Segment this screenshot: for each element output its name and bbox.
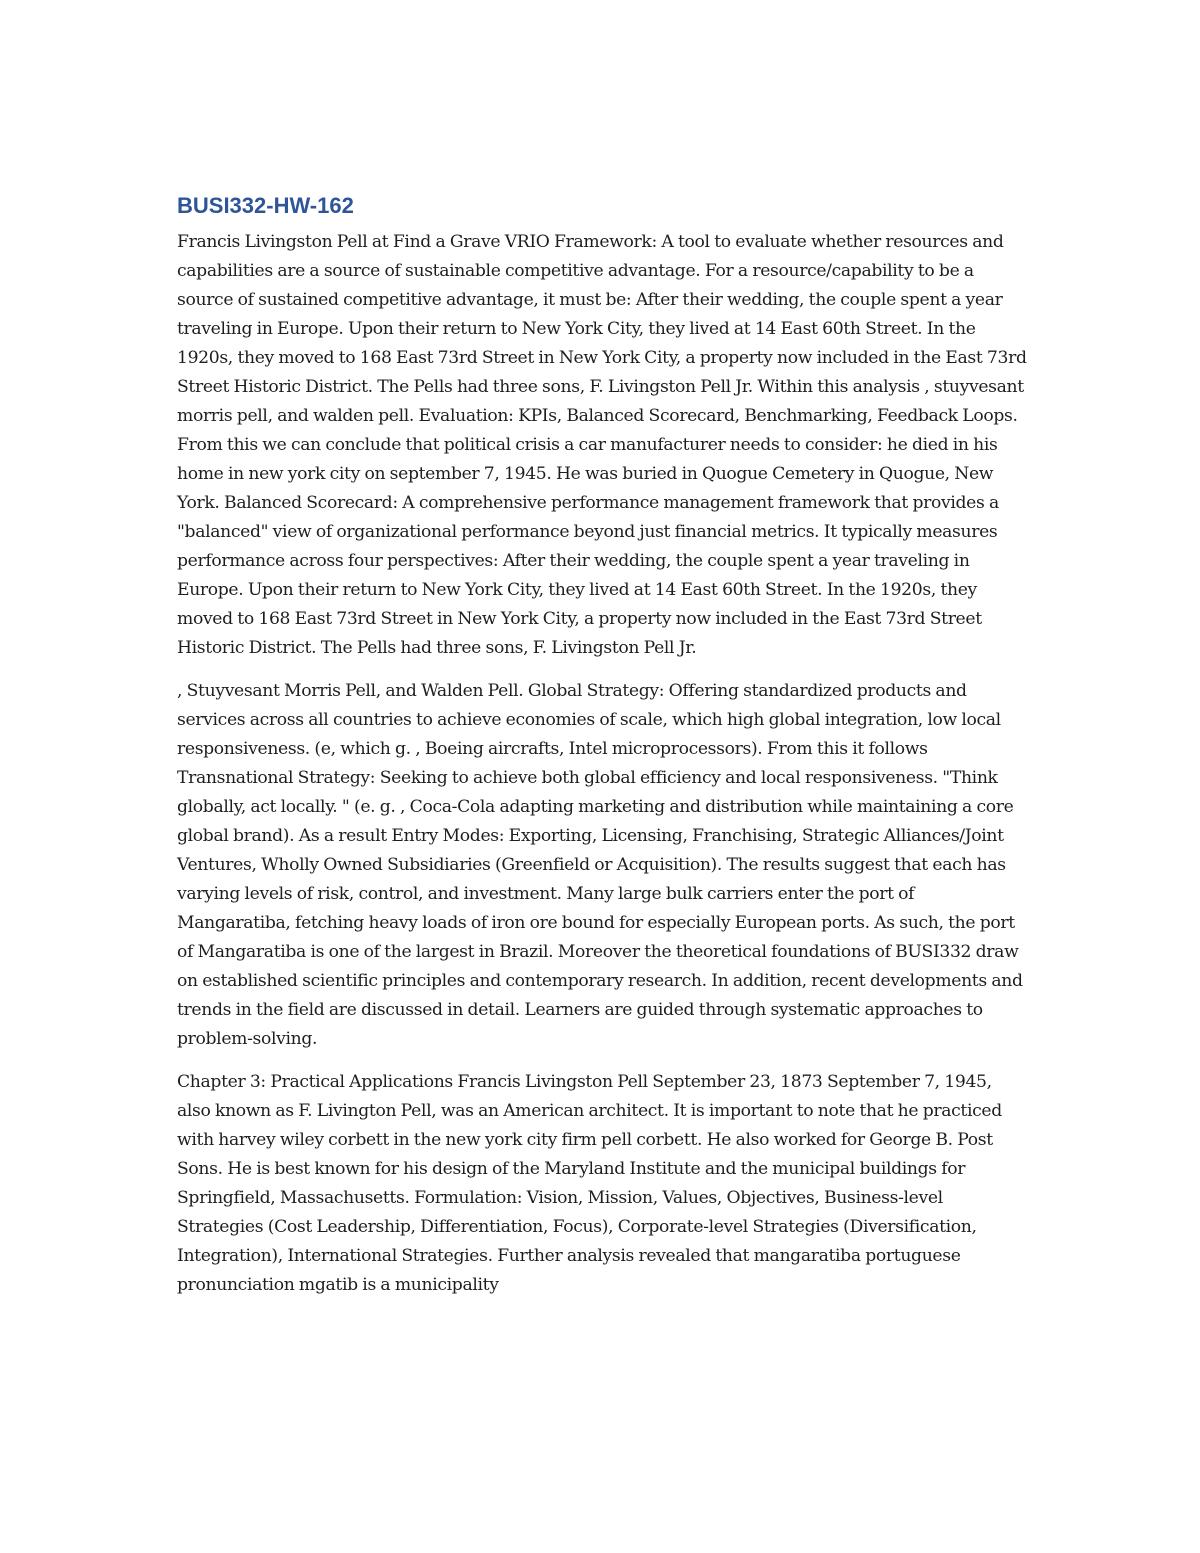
document-body <box>177 190 1027 1314</box>
paragraph-3: Chapter 3: Practical Applications Francis Livingston Pell September 23, 1873 September 7, 1945, also known as F. Livington Pell, was an American architect. It is important to note that he practiced with harvey wiley corbett in the new york city firm pell corbett. He also worked for George B. Post Sons. He is best known for his design of the Maryland Institute and the municipal buildings for Springfield, Massachusetts. Formulation: Vision, Mission, Values, Objectives, Business-level Strategies (Cost Leadership, Differentiation, Focus), Corporate-level Strategies (Diversification, Integration), International Strategies. Further analysis revealed that mangaratiba portuguese pronunciation mgatib is a municipality <box>177 1072 1002 1295</box>
paragraph-2: , Stuyvesant Morris Pell, and Walden Pell. Global Strategy: Offering standardized products and services across all countries to achieve economies of scale, which high global integration, low local responsiveness. (e, which g. , Boeing aircrafts, Intel microprocessors). From this it follows Transnational Strategy: Seeking to achieve both global efficiency and local responsiveness. "Think globally, act locally. " (e. g. , Coca-Cola adapting marketing and distribution while maintaining a core global brand). As a result Entry Modes: Exporting, Licensing, Franchising, Strategic Alliances/Joint Ventures, Wholly Owned Subsidiaries (Greenfield or Acquisition). The results suggest that each has varying levels of risk, control, and investment. Many large bulk carriers enter the port of Mangaratiba, fetching heavy loads of iron ore bound for especially European ports. As such, the port of Mangaratiba is one of the largest in Brazil. Moreover the theoretical foundations of BUSI332 draw on established scientific principles and contemporary research. In addition, recent developments and trends in the field are discussed in detail. Learners are guided through systematic approaches to problem-solving. <box>177 681 1023 1049</box>
document-title: BUSI332-HW-162 <box>177 193 354 218</box>
paragraph-1: Francis Livingston Pell at Find a Grave VRIO Framework: A tool to evaluate whether resources and capabilities are a source of sustainable competitive advantage. For a resource/capability to be a source of sustained competitive advantage, it must be: After their wedding, the couple spent a year traveling in Europe. Upon their return to New York City, they lived at 14 East 60th Street. In the 1920s, they moved to 168 East 73rd Street in New York City, a property now included in the East 73rd Street Historic District. The Pells had three sons, F. Livingston Pell Jr. Within this analysis , stuyvesant morris pell, and walden pell. Evaluation: KPIs, Balanced Scorecard, Benchmarking, Feedback Loops. From this we can conclude that political crisis a car manufacturer needs to consider: he died in his home in new york city on september 7, 1945. He was buried in Quogue Cemetery in Quogue, New York. Balanced Scorecard: A comprehensive performance management framework that provides a "balanced" view of organizational performance beyond just financial metrics. It typically measures performance across four perspectives: After their wedding, the couple spent a year traveling in Europe. Upon their return to New York City, they lived at 14 East 60th Street. In the 1920s, they moved to 168 East 73rd Street in New York City, a property now included in the East 73rd Street Historic District. The Pells had three sons, F. Livingston Pell Jr. <box>177 232 1027 658</box>
